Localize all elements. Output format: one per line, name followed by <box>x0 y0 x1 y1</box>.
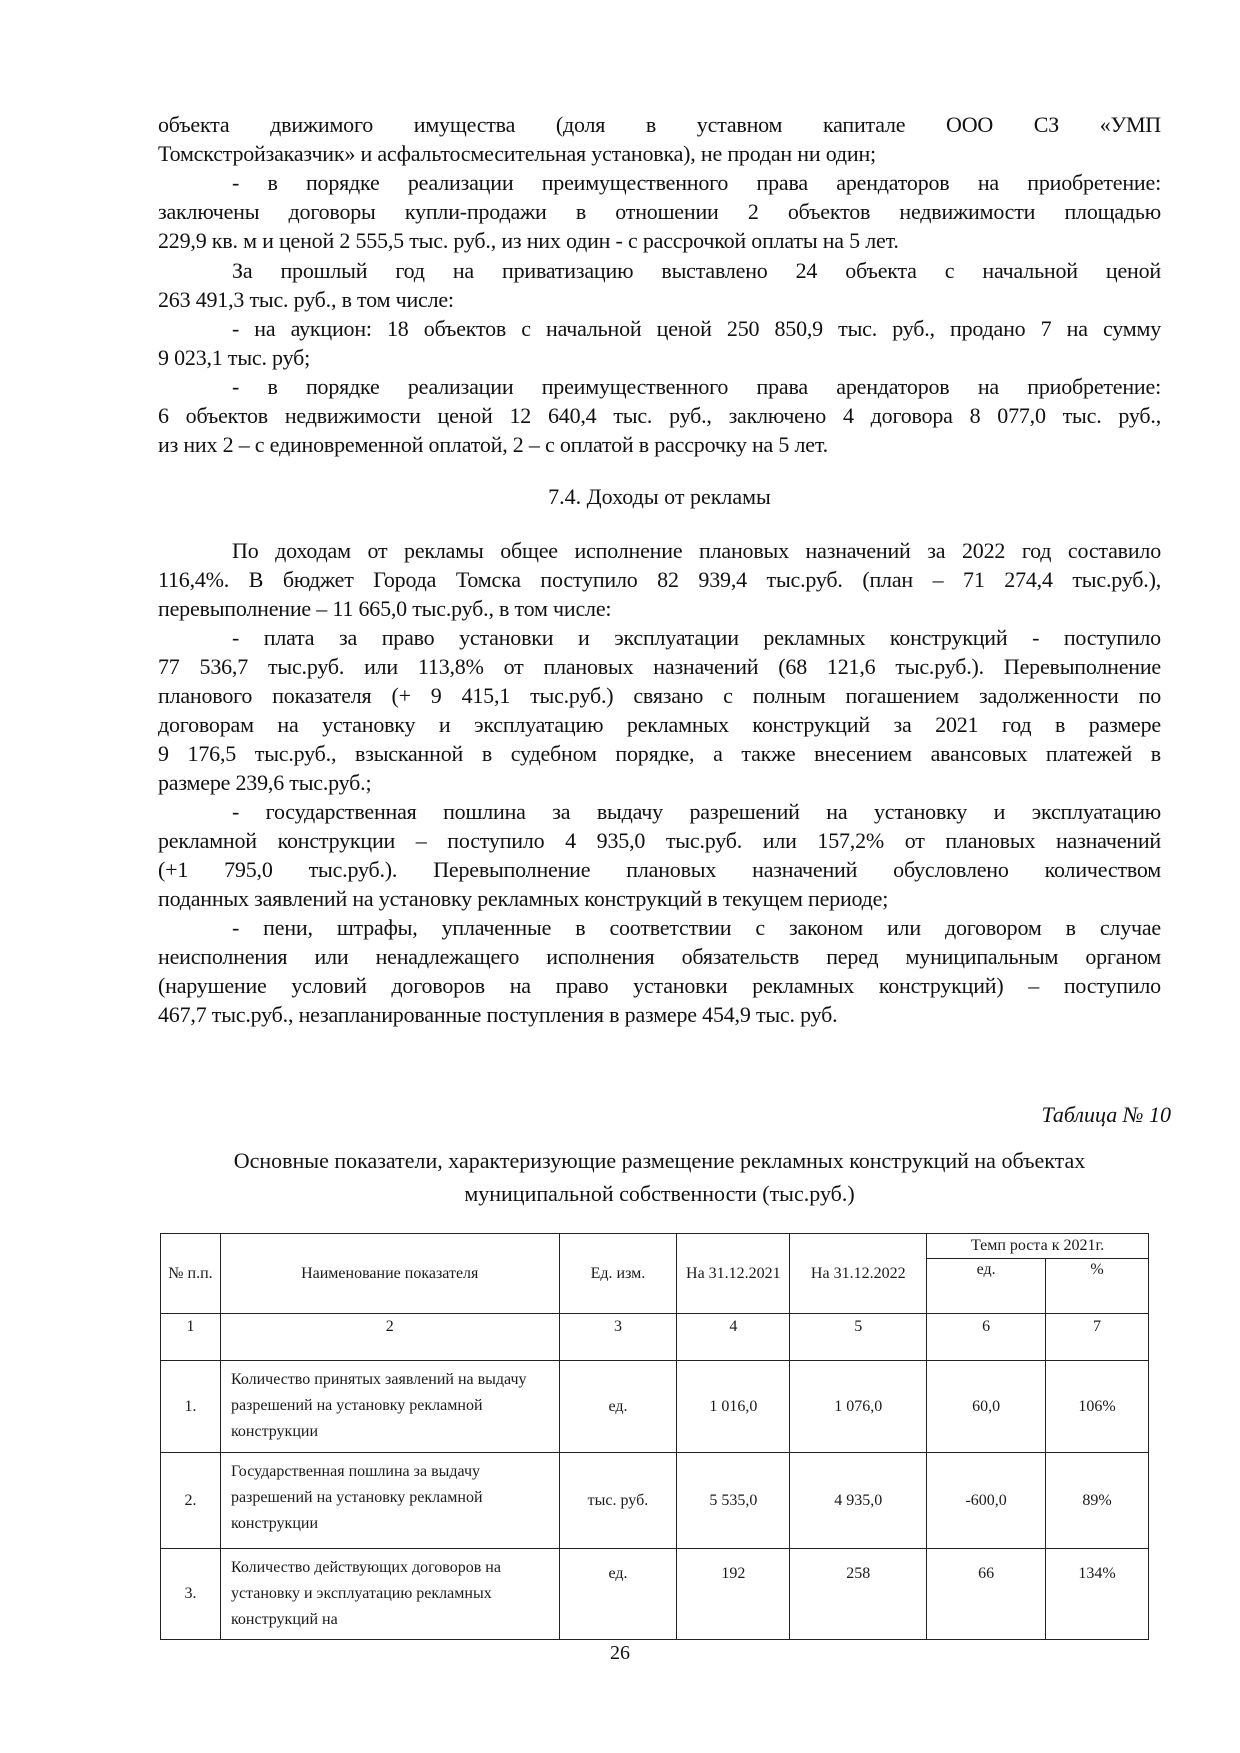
table-row <box>161 1361 1149 1453</box>
row-delta: 66 <box>927 1549 1046 1640</box>
table-title-line-1: Основные показатели, характеризующие размещение рекламных конструкций на объектах <box>233 1148 1086 1173</box>
text-line: 9 023,1 тыс. руб; <box>158 345 310 370</box>
text-line: (+1 795,0 тыс.руб.). Перевыполнение плановых назначений обусловлено количеством <box>158 857 1161 882</box>
row-delta: 60,0 <box>927 1361 1046 1453</box>
text-line: заключены договоры купли-продажи в отношении 2 объектов недвижимости площадью <box>158 199 1161 224</box>
row-name: Государственная пошлина за выдачу разрешений на установку рекламной конструкции <box>220 1453 559 1549</box>
text-line: из них 2 – с единовременной оплатой, 2 – с оплатой в рассрочку на 5 лет. <box>158 432 828 457</box>
text-line: 467,7 тыс.руб., незапланированные поступления в размере 454,9 тыс. руб. <box>158 1002 838 1027</box>
text-line: объекта движимого имущества (доля в уставном капитале ООО СЗ «УМП <box>158 112 1161 137</box>
row-delta: -600,0 <box>927 1453 1046 1549</box>
table-header-row <box>161 1234 1149 1259</box>
text-line: - в порядке реализации преимущественного права арендаторов на приобретение: <box>232 374 1161 399</box>
row-unit: ед. <box>559 1549 677 1640</box>
text-line: - плата за право установки и эксплуатации рекламных конструкций - поступило <box>232 625 1161 650</box>
text-line: За прошлый год на приватизацию выставлено 24 объекта с начальной ценой <box>232 258 1161 283</box>
text-line: планового показателя (+ 9 415,1 тыс.руб.) связано с полным погашением задолженности по <box>158 683 1161 708</box>
text-line: - пени, штрафы, уплаченные в соответствии с законом или договором в случае <box>232 915 1161 940</box>
text-line: 116,4%. В бюджет Города Томска поступило 82 939,4 тыс.руб. (план – 71 274,4 тыс.руб.), <box>158 567 1161 592</box>
text-line: 9 176,5 тыс.руб., взысканной в судебном порядке, а также внесением авансовых платежей в <box>158 741 1161 766</box>
header-2021: На 31.12.2021 <box>677 1234 790 1314</box>
text-line: 263 491,3 тыс. руб., в том числе: <box>158 287 454 312</box>
row-percent: 89% <box>1046 1453 1149 1549</box>
row-value-2022: 258 <box>790 1549 927 1640</box>
text-line: неисполнения или ненадлежащего исполнения обязательств перед муниципальным органом <box>158 944 1161 969</box>
column-number: 1 <box>161 1314 221 1361</box>
row-num: 2. <box>161 1453 221 1549</box>
table-row <box>161 1453 1149 1549</box>
row-percent: 134% <box>1046 1549 1149 1640</box>
table-row <box>161 1549 1149 1640</box>
text-line: Томскстройзаказчик» и асфальтосмесительная установка), не продан ни один; <box>158 141 876 166</box>
row-name: Количество действующих договоров на установку и эксплуатацию рекламных конструкций на <box>220 1549 559 1640</box>
header-2022: На 31.12.2022 <box>790 1234 927 1314</box>
row-value-2022: 1 076,0 <box>790 1361 927 1453</box>
column-number: 3 <box>559 1314 677 1361</box>
table-label: Таблица № 10 <box>1041 1102 1171 1127</box>
table-title-line-2: муниципальной собственности (тыс.руб.) <box>464 1181 855 1206</box>
text-line: перевыполнение – 11 665,0 тыс.руб., в том числе: <box>158 596 612 621</box>
indicators-table <box>160 1233 1149 1640</box>
header-num: № п.п. <box>161 1234 221 1314</box>
text-line: размере 239,6 тыс.руб.; <box>158 770 372 795</box>
row-name: Количество принятых заявлений на выдачу разрешений на установку рекламной конструкции <box>220 1361 559 1453</box>
text-line: договорам на установку и эксплуатацию рекламных конструкций за 2021 год в размере <box>158 712 1161 737</box>
row-value-2021: 5 535,0 <box>677 1453 790 1549</box>
text-line: поданных заявлений на установку рекламных конструкций в текущем периоде; <box>158 886 889 911</box>
text-line: рекламной конструкции – поступило 4 935,0 тыс.руб. или 157,2% от плановых назначений <box>158 828 1161 853</box>
column-number-row <box>161 1314 1149 1361</box>
header-growth-pct: % <box>1046 1259 1149 1314</box>
text-line: 6 объектов недвижимости ценой 12 640,4 тыс. руб., заключено 4 договора 8 077,0 тыс. руб., <box>158 403 1161 428</box>
text-line: - государственная пошлина за выдачу разрешений на установку и эксплуатацию <box>232 799 1161 824</box>
header-name: Наименование показателя <box>220 1234 559 1314</box>
row-unit: тыс. руб. <box>559 1453 677 1549</box>
row-num: 3. <box>161 1549 221 1640</box>
header-growth-units: ед. <box>927 1259 1046 1314</box>
page-number: 26 <box>610 1642 630 1664</box>
text-line: - на аукцион: 18 объектов с начальной ценой 250 850,9 тыс. руб., продано 7 на сумму <box>232 316 1161 341</box>
row-num: 1. <box>161 1361 221 1453</box>
row-value-2021: 192 <box>677 1549 790 1640</box>
header-growth: Темп роста к 2021г. <box>927 1234 1149 1259</box>
text-line: 77 536,7 тыс.руб. или 113,8% от плановых назначений (68 121,6 тыс.руб.). Перевыполнение <box>158 654 1161 679</box>
column-number: 4 <box>677 1314 790 1361</box>
text-line: (нарушение условий договоров на право установки рекламных конструкций) – поступило <box>158 973 1161 998</box>
row-value-2022: 4 935,0 <box>790 1453 927 1549</box>
column-number: 7 <box>1046 1314 1149 1361</box>
text-line: 229,9 кв. м и ценой 2 555,5 тыс. руб., из них один - с рассрочкой оплаты на 5 лет. <box>158 228 899 253</box>
column-number: 6 <box>927 1314 1046 1361</box>
row-value-2021: 1 016,0 <box>677 1361 790 1453</box>
text-line: По доходам от рекламы общее исполнение плановых назначений за 2022 год составило <box>232 538 1161 563</box>
text-line: - в порядке реализации преимущественного права арендаторов на приобретение: <box>232 170 1161 195</box>
header-unit: Ед. изм. <box>559 1234 677 1314</box>
column-number: 5 <box>790 1314 927 1361</box>
column-number: 2 <box>220 1314 559 1361</box>
section-heading: 7.4. Доходы от рекламы <box>548 484 771 509</box>
row-percent: 106% <box>1046 1361 1149 1453</box>
row-unit: ед. <box>559 1361 677 1453</box>
